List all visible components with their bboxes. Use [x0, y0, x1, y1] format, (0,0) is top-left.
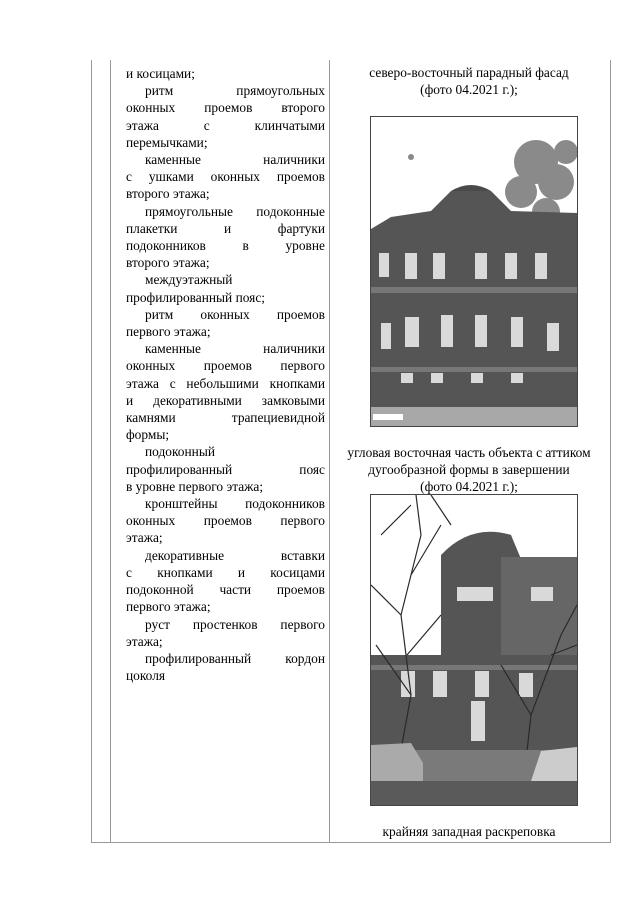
feature-line: этажа;: [126, 530, 163, 546]
feature-line: второго этажа;: [126, 186, 210, 202]
feature-item: [126, 650, 325, 684]
building-photo-northeast-facade: [370, 116, 578, 427]
feature-line: второго этажа;: [126, 255, 210, 271]
photo-column: [330, 64, 608, 98]
feature-line: ритм оконных проемов: [145, 306, 325, 322]
caption-line: угловая восточная часть объекта с аттиком: [347, 445, 591, 460]
feature-line: подоконников в уровне: [126, 238, 325, 254]
feature-line: в уровне первого этажа;: [126, 478, 264, 494]
feature-line: междуэтажный: [145, 272, 233, 288]
feature-line: оконных проемов второго: [126, 100, 325, 116]
feature-line: кронштейны подоконников: [145, 496, 325, 512]
feature-line: плакетки и фартуки: [126, 220, 325, 236]
feature-line: с ушками оконных проемов: [126, 169, 325, 185]
feature-line: каменные наличники: [145, 341, 325, 357]
feature-line: перемычками;: [126, 134, 208, 150]
caption-line: дугообразной формы в завершении: [368, 462, 570, 478]
column-divider-1: [110, 60, 111, 842]
feature-item: [126, 203, 325, 272]
building-photo-east-corner: [370, 494, 578, 806]
feature-line: руст простенков первого: [145, 616, 325, 632]
feature-item: [126, 340, 325, 443]
feature-line: ритм прямоугольных: [145, 83, 325, 99]
photo3-caption-block: [330, 823, 608, 840]
caption-line: (фото 04.2021 г.);: [420, 479, 518, 495]
feature-line: прямоугольные подоконные: [145, 203, 325, 219]
feature-line: формы;: [126, 427, 170, 443]
photo1-caption: [330, 64, 608, 98]
feature-line: профилированный кордон: [145, 650, 325, 666]
features-list: [126, 65, 325, 684]
feature-line: профилированный пояс: [126, 461, 325, 477]
feature-line: этажа;: [126, 633, 163, 649]
feature-line: этажа с небольшими кнопками: [126, 375, 325, 391]
feature-item: [126, 495, 325, 547]
caption-line: крайняя западная раскреповка: [382, 824, 556, 839]
caption-line: (фото 04.2021 г.);: [420, 82, 518, 98]
feature-item: [126, 271, 325, 305]
feature-line: подоконной части проемов: [126, 582, 325, 598]
feature-item: [126, 547, 325, 616]
feature-line: подоконный: [145, 444, 215, 460]
feature-line: оконных проемов первого: [126, 358, 325, 374]
feature-line: декоративные вставки: [145, 547, 325, 563]
feature-item: [126, 65, 325, 82]
feature-item: [126, 82, 325, 151]
feature-item: [126, 151, 325, 203]
feature-line: первого этажа;: [126, 599, 211, 615]
feature-line: профилированный пояс;: [126, 289, 265, 305]
feature-line: с кнопками и косицами: [126, 564, 325, 580]
feature-line: этажа с клинчатыми: [126, 117, 325, 133]
feature-line: и декоративными замковыми: [126, 392, 325, 408]
feature-line: оконных проемов первого: [126, 513, 325, 529]
feature-item: [126, 306, 325, 340]
caption-line: северо-восточный парадный фасад: [369, 65, 569, 80]
feature-line: камнями трапециевидной: [126, 410, 325, 426]
feature-line: и косицами;: [126, 66, 195, 81]
feature-line: первого этажа;: [126, 324, 211, 340]
photo2-caption-block: [330, 444, 608, 496]
feature-line: цоколя: [126, 668, 166, 684]
feature-item: [126, 443, 325, 495]
feature-line: каменные наличники: [145, 152, 325, 168]
feature-item: [126, 616, 325, 650]
